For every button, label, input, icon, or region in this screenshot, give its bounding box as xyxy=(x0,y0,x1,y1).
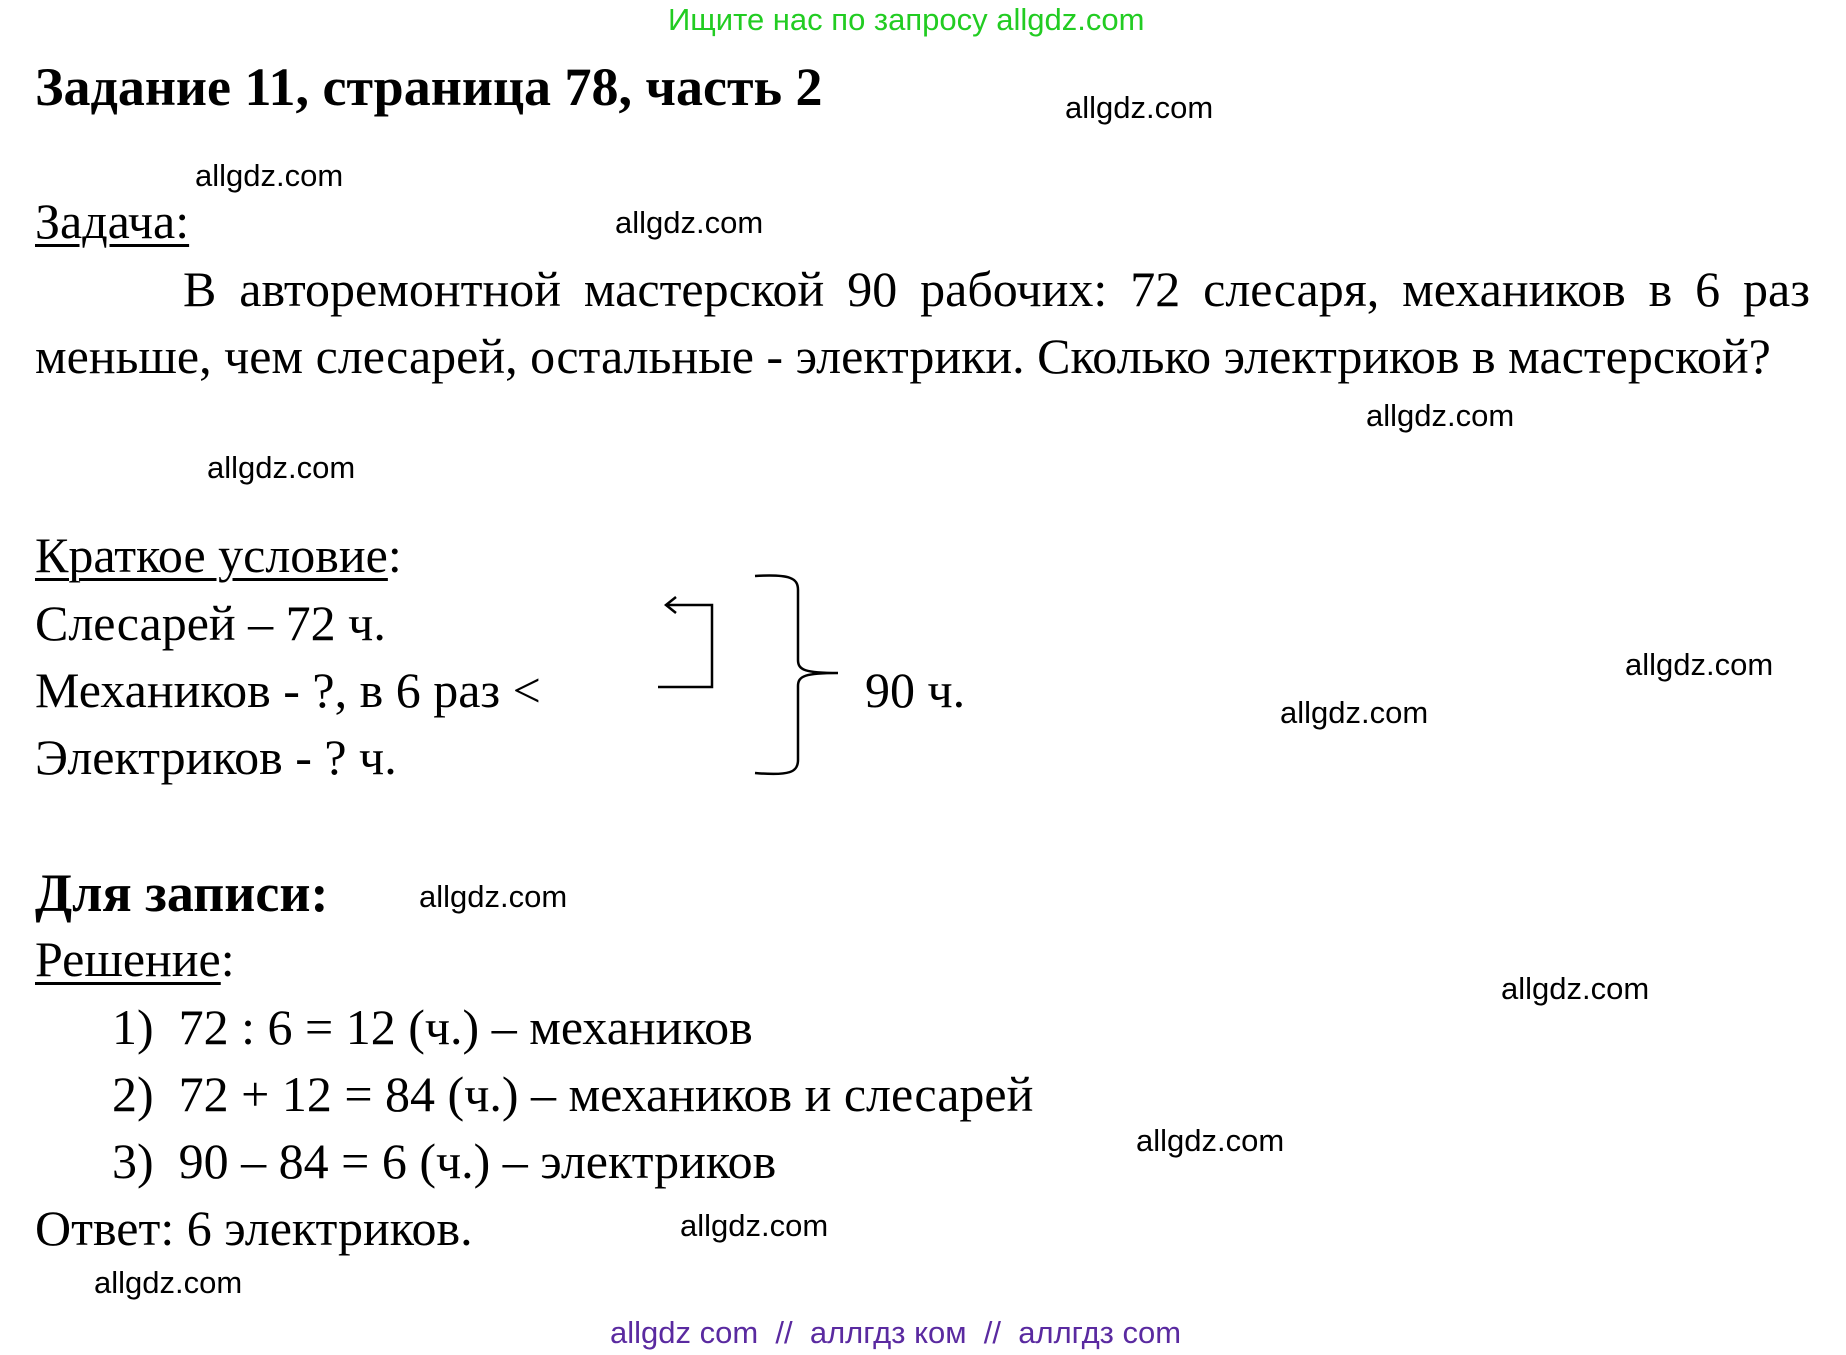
watermark: allgdz.com xyxy=(615,205,764,240)
watermark: allgdz.com xyxy=(1625,647,1774,682)
condition-line: Слесарей – 72 ч. xyxy=(35,595,386,651)
short-condition-heading xyxy=(35,527,402,583)
step-text: 90 – 84 = 6 (ч.) – электриков xyxy=(178,1133,777,1189)
watermark: allgdz.com xyxy=(1280,695,1429,730)
record-heading: Для записи: xyxy=(35,863,329,923)
solution-label: Решение xyxy=(35,931,221,987)
step-number: 3) xyxy=(112,1133,154,1189)
bracket-diagram xyxy=(640,560,860,790)
solution-step xyxy=(112,1066,1034,1122)
answer: Ответ: 6 электриков. xyxy=(35,1200,473,1256)
footer-links: allgdz com // аллгдз ком // аллгдз com xyxy=(610,1315,1182,1350)
total-workers: 90 ч. xyxy=(865,662,966,718)
watermark: allgdz.com xyxy=(207,450,356,485)
solution-step xyxy=(112,999,753,1055)
task-text: В авторемонтной мастерской 90 рабочих: 72 слесаря, механиков в 6 раз меньше, чем слесарей, остальные - электрики. Сколько электриков в мастерской? xyxy=(35,261,1810,384)
step-text: 72 : 6 = 12 (ч.) – механиков xyxy=(178,999,753,1055)
short-condition-label: Краткое условие xyxy=(35,527,388,583)
watermark: allgdz.com xyxy=(1501,971,1650,1006)
watermark: allgdz.com xyxy=(94,1265,243,1300)
watermark: allgdz.com xyxy=(680,1208,829,1243)
watermark: allgdz.com xyxy=(1366,398,1515,433)
step-number: 2) xyxy=(112,1066,154,1122)
solution-step xyxy=(112,1133,777,1189)
page-title: Задание 11, страница 78, часть 2 xyxy=(35,57,823,117)
colon: : xyxy=(387,527,402,583)
curly-brace-icon xyxy=(755,576,838,774)
step-number: 1) xyxy=(112,999,154,1055)
condition-line: Электриков - ? ч. xyxy=(35,729,397,785)
colon: : xyxy=(220,931,235,987)
condition-line: Механиков - ?, в 6 раз < xyxy=(35,662,541,718)
step-text: 72 + 12 = 84 (ч.) – механиков и слесарей xyxy=(178,1066,1034,1122)
task-heading: Задача: xyxy=(35,193,190,249)
solution-heading xyxy=(35,931,235,987)
comparison-arrow-icon xyxy=(658,597,712,687)
search-banner: Ищите нас по запросу allgdz.com xyxy=(668,2,1145,37)
watermark: allgdz.com xyxy=(419,879,568,914)
watermark: allgdz.com xyxy=(1065,90,1214,125)
watermark: allgdz.com xyxy=(1136,1123,1285,1158)
watermark: allgdz.com xyxy=(195,158,344,193)
